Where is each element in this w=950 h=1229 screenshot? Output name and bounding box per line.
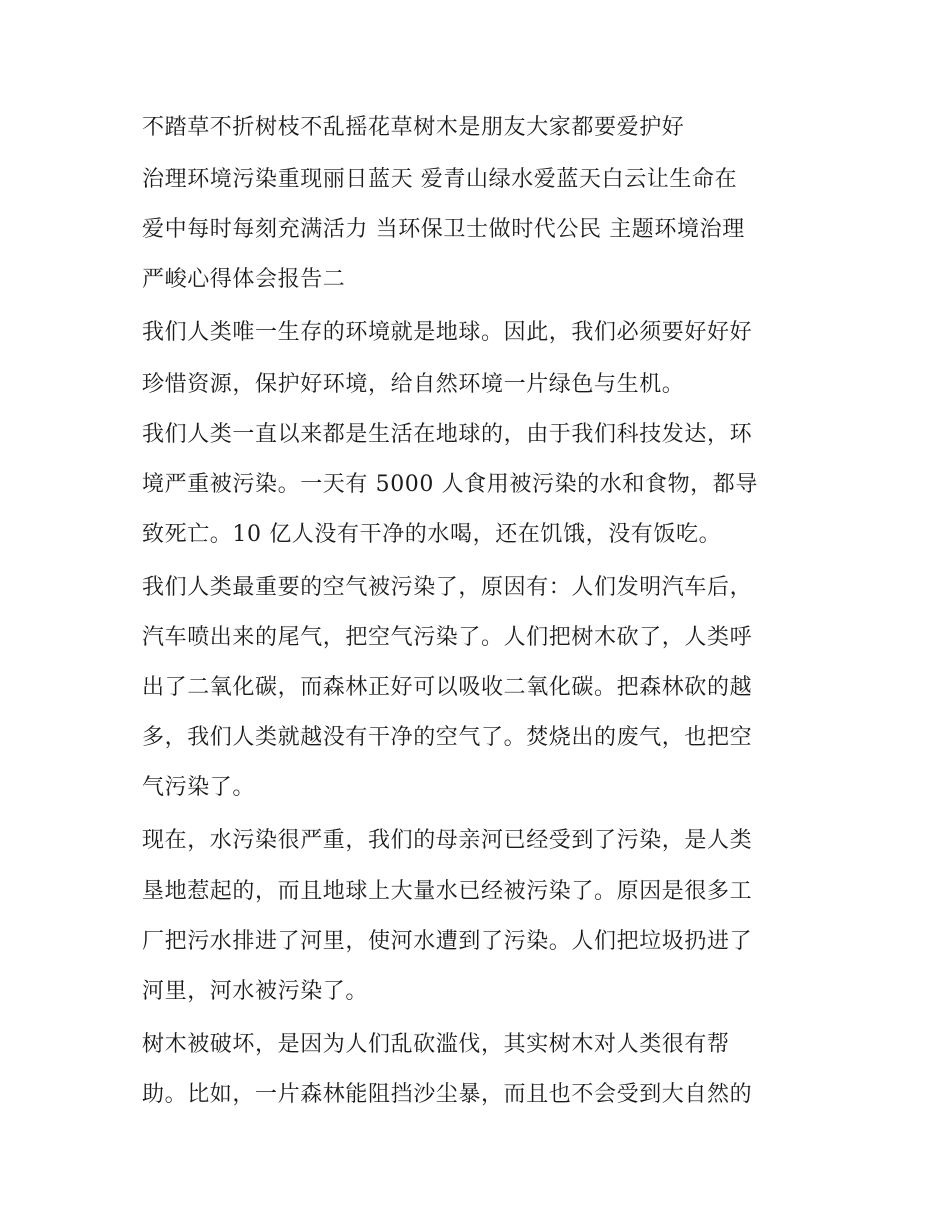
text-line: 气污染了。 [142,775,256,800]
text-line: 珍惜资源，保护好环境，给自然环境一片绿色与生机。 [142,372,685,397]
text-line: 境严重被污染。一天有 5000 人食用被污染的水和食物，都导 [142,472,758,497]
text-line: 治理环境污染重现丽日蓝天 爱青山绿水爱蓝天白云让生命在 [142,167,738,192]
text-line: 出了二氧化碳，而森林正好可以吸收二氧化碳。把森林砍的越 [142,675,753,700]
text-line: 垦地惹起的，而且地球上大量水已经被污染了。原因是很多工 [142,879,753,904]
text-line: 汽车喷出来的尾气，把空气污染了。人们把树木砍了，人类呼 [142,625,753,650]
text-line: 致死亡。10 亿人没有干净的水喝，还在饥饿，没有饭吃。 [142,522,722,547]
text-line: 树木被破坏，是因为人们乱砍滥伐，其实树木对人类很有帮 [142,1032,730,1057]
text-line: 爱中每时每刻充满活力 当环保卫士做时代公民 主题环境治理 [142,217,745,242]
text-line: 河里，河水被污染了。 [142,979,369,1004]
text-line: 不踏草不折树枝不乱摇花草树木是朋友大家都要爱护好 [142,115,685,140]
text-line: 多，我们人类就越没有干净的空气了。焚烧出的废气，也把空 [142,725,753,750]
text-line: 助。比如，一片森林能阻挡沙尘暴，而且也不会受到大自然的 [142,1082,753,1107]
text-line: 我们人类唯一生存的环境就是地球。因此，我们必须要好好好 [142,320,753,345]
text-line: 严峻心得体会报告二 [142,267,346,292]
text-line: 厂把污水排进了河里，使河水遭到了污染。人们把垃圾扔进了 [142,929,753,954]
text-line: 我们人类最重要的空气被污染了，原因有：人们发明汽车后， [142,575,753,600]
text-line: 我们人类一直以来都是生活在地球的，由于我们科技发达，环 [142,422,753,447]
text-line: 现在，水污染很严重，我们的母亲河已经受到了污染，是人类 [142,828,753,853]
